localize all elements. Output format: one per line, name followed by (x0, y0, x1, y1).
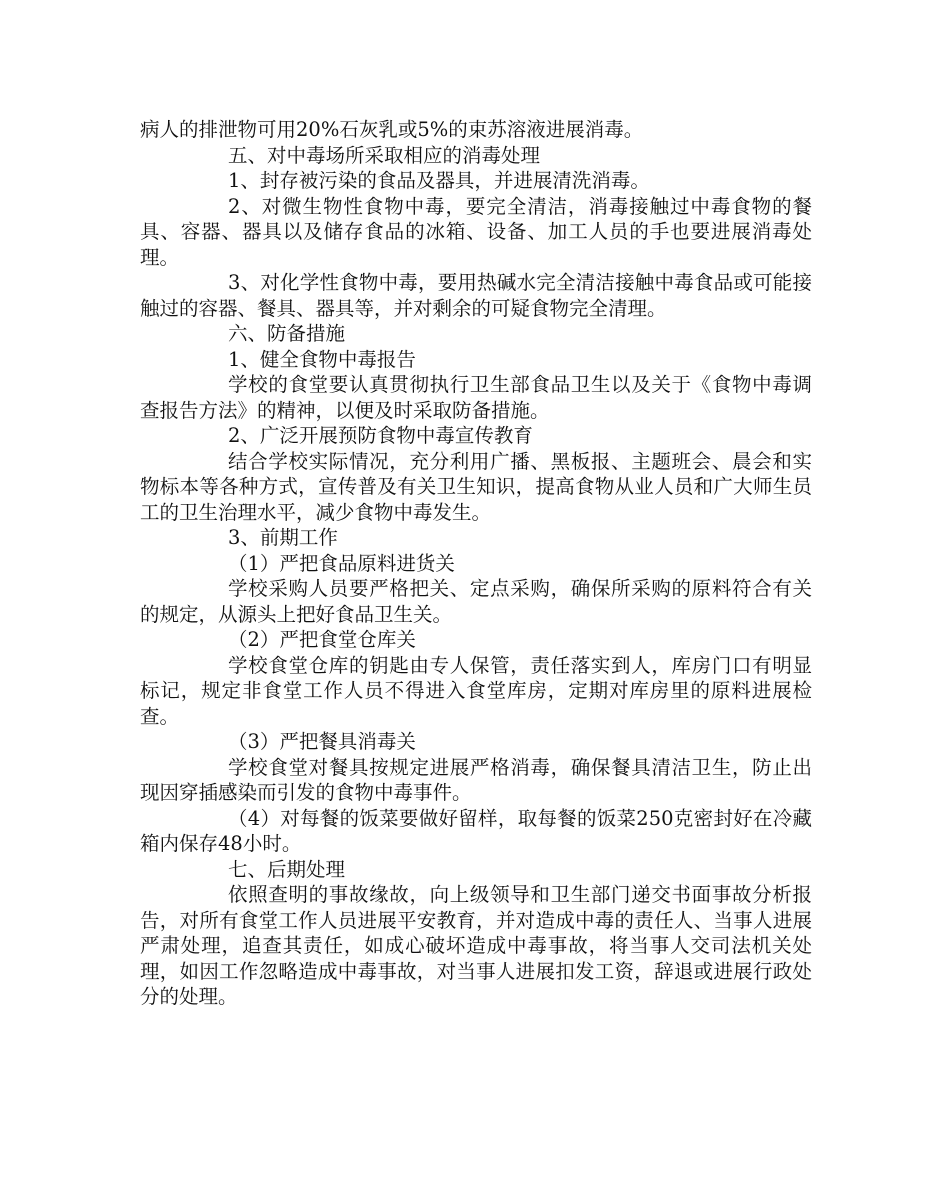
paragraph: 学校食堂仓库的钥匙由专人保管，责任落实到人，库房门口有明显标记，规定非食堂工作人员不得进入食堂库房，定期对库房里的原料进展检查。 (140, 653, 812, 728)
paragraph: 学校采购人员要严格把关、定点采购，确保所采购的原料符合有关的规定，从源头上把好食品卫生关。 (140, 577, 812, 626)
sub-item-heading: （3）严把餐具消毒关 (228, 730, 416, 753)
subsection-heading: 1、健全食物中毒报告 (228, 347, 416, 371)
document-page (140, 117, 812, 1010)
sub-item-heading: （2）严把食堂仓库关 (228, 628, 416, 651)
list-item: 1、封存被污染的食品及器具，并进展清洗消毒。 (228, 169, 650, 192)
paragraph: 病人的排泄物可用20%石灰乳或5%的束苏溶液进展消毒。 (140, 118, 644, 141)
subsection-heading: 2、广泛开展预防食物中毒宣传教育 (228, 424, 533, 447)
subsection-heading: 3、前期工作 (228, 526, 338, 549)
section-heading: 六、防备措施 (228, 322, 346, 345)
paragraph: 结合学校实际情况，充分利用广播、黑板报、主题班会、晨会和实物标本等各种方式，宣传普及有关卫生知识，提高食物从业人员和广大师生员工的卫生治理水平，减少食物中毒发生。 (140, 449, 812, 524)
paragraph: 依照查明的事故缘故，向上级领导和卫生部门递交书面事故分析报告，对所有食堂工作人员进展平安教育，并对造成中毒的责任人、当事人进展严肃处理，追查其责任，如成心破坏造成中毒事故，将当事人交司法机关处理，如因工作忽略造成中毒事故，对当事人进展扣发工资，辞退或进展行政处分的处理。 (140, 883, 812, 1008)
paragraph: 学校食堂对餐具按规定进展严格消毒，确保餐具清洁卫生，防止出现因穿插感染而引发的食物中毒事件。 (140, 755, 812, 804)
section-heading: 七、后期处理 (228, 857, 346, 881)
section-heading: 五、对中毒场所采取相应的消毒处理 (228, 143, 541, 167)
list-item: 2、对微生物性食物中毒，要完全清洁，消毒接触过中毒食物的餐具、容器、器具以及储存食品的冰箱、设备、加工人员的手也要进展消毒处理。 (140, 194, 812, 269)
paragraph: 学校的食堂要认真贯彻执行卫生部食品卫生以及关于《食物中毒调查报告方法》的精神，以便及时采取防备措施。 (140, 373, 812, 422)
sub-item-heading: （1）严把食品原料进货关 (228, 551, 455, 575)
list-item: 3、对化学性食物中毒，要用热碱水完全清洁接触中毒食品或可能接触过的容器、餐具、器具等，并对剩余的可疑食物完全清理。 (140, 271, 812, 320)
paragraph: （4）对每餐的饭菜要做好留样，取每餐的饭菜250克密封好在冷藏箱内保存48小时。 (140, 806, 812, 855)
